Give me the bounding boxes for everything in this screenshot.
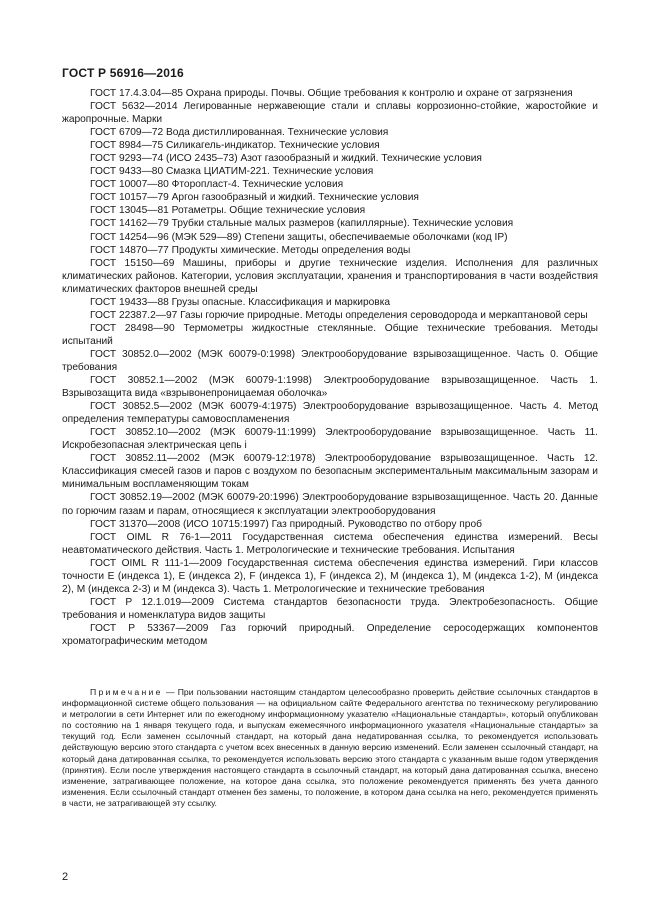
reference-item: ГОСТ 31370—2008 (ИСО 10715:1997) Газ природный. Руководство по отбору проб (90, 518, 482, 530)
reference-item: ГОСТ 14254—96 (МЭК 529—89) Степени защиты, обеспечиваемые оболочками (код IP) (90, 231, 508, 243)
reference-item: ГОСТ 30852.5—2002 (МЭК 60079-4:1975) Электрооборудование взрывозащищенное. Часть 4. Метод определения температуры самовоспламенения (62, 401, 598, 426)
reference-item: ГОСТ 9433—80 Смазка ЦИАТИМ-221. Технические условия (90, 166, 374, 178)
reference-item: ГОСТ 15150—69 Машины, приборы и другие технические изделия. Исполнения для различных климатических районов. Категории, условия эксплуатации, хранения и транспортирования в части воздействия климатических факторов внешней среды (62, 257, 598, 295)
reference-item: ГОСТ 30852.1—2002 (МЭК 60079-1:1998) Электрооборудование взрывозащищенное. Часть 1. Взрывозащита вида «взрывонепроницаемая оболочка» (62, 375, 598, 400)
reference-item: ГОСТ 30852.10—2002 (МЭК 60079-11:1999) Электрооборудование взрывозащищенное. Часть 11. Искробезопасная электрическая цепь i (62, 427, 598, 452)
reference-item: ГОСТ 30852.11—2002 (МЭК 60079-12:1978) Электрооборудование взрывозащищенное. Часть 12. Классификация смесей газов и паров с воздухом по безопасным экспериментальным максимальным зазорам и минимальным воспламеняющим токам (62, 453, 598, 491)
reference-item: ГОСТ 10157—79 Аргон газообразный и жидкий. Технические условия (90, 192, 419, 204)
reference-item: ГОСТ 10007—80 Фторопласт-4. Технические условия (90, 179, 344, 191)
reference-item: ГОСТ Р 53367—2009 Газ горючий природный. Определение серосодержащих компонентов хроматографическим методом (62, 622, 598, 647)
reference-item: ГОСТ OIML R 76-1—2011 Государственная система обеспечения единства измерений. Весы неавтоматического действия. Часть 1. Метрологические и технические требования. Испытания (62, 531, 598, 556)
note-paragraph (62, 687, 598, 809)
reference-item: ГОСТ 14870—77 Продукты химические. Методы определения воды (90, 244, 411, 256)
reference-item: ГОСТ 19433—88 Грузы опасные. Классификация и маркировка (90, 296, 391, 308)
reference-item: ГОСТ 9293—74 (ИСО 2435–73) Азот газообразный и жидкий. Технические условия (90, 153, 482, 165)
reference-item: ГОСТ 17.4.3.04—85 Охрана природы. Почвы. Общие требования к контролю и охране от загрязнения (90, 88, 573, 99)
reference-item: ГОСТ OIML R 111-1—2009 Государственная система обеспечения единства измерений. Гири классов точности E (индекса 1), E (индекса 2), F (индекса 1), F (индекса 2), M (индекса 1), M (индекса 1-2), M (индекса 2), M (индекса 2-3) и M (индекса 3). Часть 1. Метрологические и технические требования (62, 557, 598, 595)
document-header: ГОСТ Р 56916—2016 (62, 66, 184, 80)
reference-item: ГОСТ 13045—81 Ротаметры. Общие технические условия (90, 205, 366, 217)
reference-item: ГОСТ 30852.19—2002 (МЭК 60079-20:1996) Электрооборудование взрывозащищенное. Часть 20. Данные по горючим газам и парам, относящиеся к эксплуатации электрооборудования (62, 492, 598, 517)
reference-item: ГОСТ 6709—72 Вода дистиллированная. Технические условия (90, 127, 389, 139)
reference-item: ГОСТ 8984—75 Силикагель-индикатор. Технические условия (90, 140, 380, 152)
page-number: 2 (62, 871, 69, 883)
note-label: Примечание (90, 687, 163, 697)
reference-item: ГОСТ 30852.0—2002 (МЭК 60079-0:1998) Электрооборудование взрывозащищенное. Часть 0. Общие требования (62, 348, 598, 373)
reference-item: ГОСТ 28498—90 Термометры жидкостные стеклянные. Общие технические требования. Методы испытаний (62, 322, 598, 347)
normative-references-list (62, 87, 598, 648)
reference-item: ГОСТ 22387.2—97 Газы горючие природные. Методы определения сероводорода и меркаптановой серы (90, 309, 588, 321)
reference-item: ГОСТ 14162—79 Трубки стальные малых размеров (капиллярные). Технические условия (90, 218, 514, 230)
note-text: — При пользовании настоящим стандартом целесообразно проверить действие ссылочных стандартов в информационной системе общего пользования — на официальном сайте Федерального агентства по техническому регулированию и метрологии в сети Интернет или по ежегодному информационному указателю «Национальные стандарты», который опубликован по состоянию на 1 января текущего года, и выпускам ежемесячного информационного указателя «Национальные стандарты» за текущий год. Если заменен ссылочный стандарт, на который дана недатированная ссылка, то рекомендуется использовать действующую версию этого стандарта с учетом всех внесенных в данную версию изменений. Если заменен ссылочный стандарт, на который дана датированная ссылка, то рекомендуется использовать версию этого стандарта с указанным выше годом утверждения (принятия). Если после утверждения настоящего стандарта в ссылочный стандарт, на который дана датированная ссылка, внесено изменение, затрагивающее положение, на которое дана ссылка, это положение рекомендуется применять без учета данного изменения. Если ссылочный стандарт отменен без замены, то положение, в котором дана ссылка на него, рекомендуется применять в части, не затрагивающей эту ссылку. (62, 687, 598, 808)
reference-item: ГОСТ Р 12.1.019—2009 Система стандартов безопасности труда. Электробезопасность. Общие требования и номенклатура видов защиты (62, 596, 598, 621)
reference-item: ГОСТ 5632—2014 Легированные нержавеющие стали и сплавы коррозионно-стойкие, жаростойкие и жаропрочные. Марки (62, 101, 598, 126)
note-block (62, 687, 598, 809)
